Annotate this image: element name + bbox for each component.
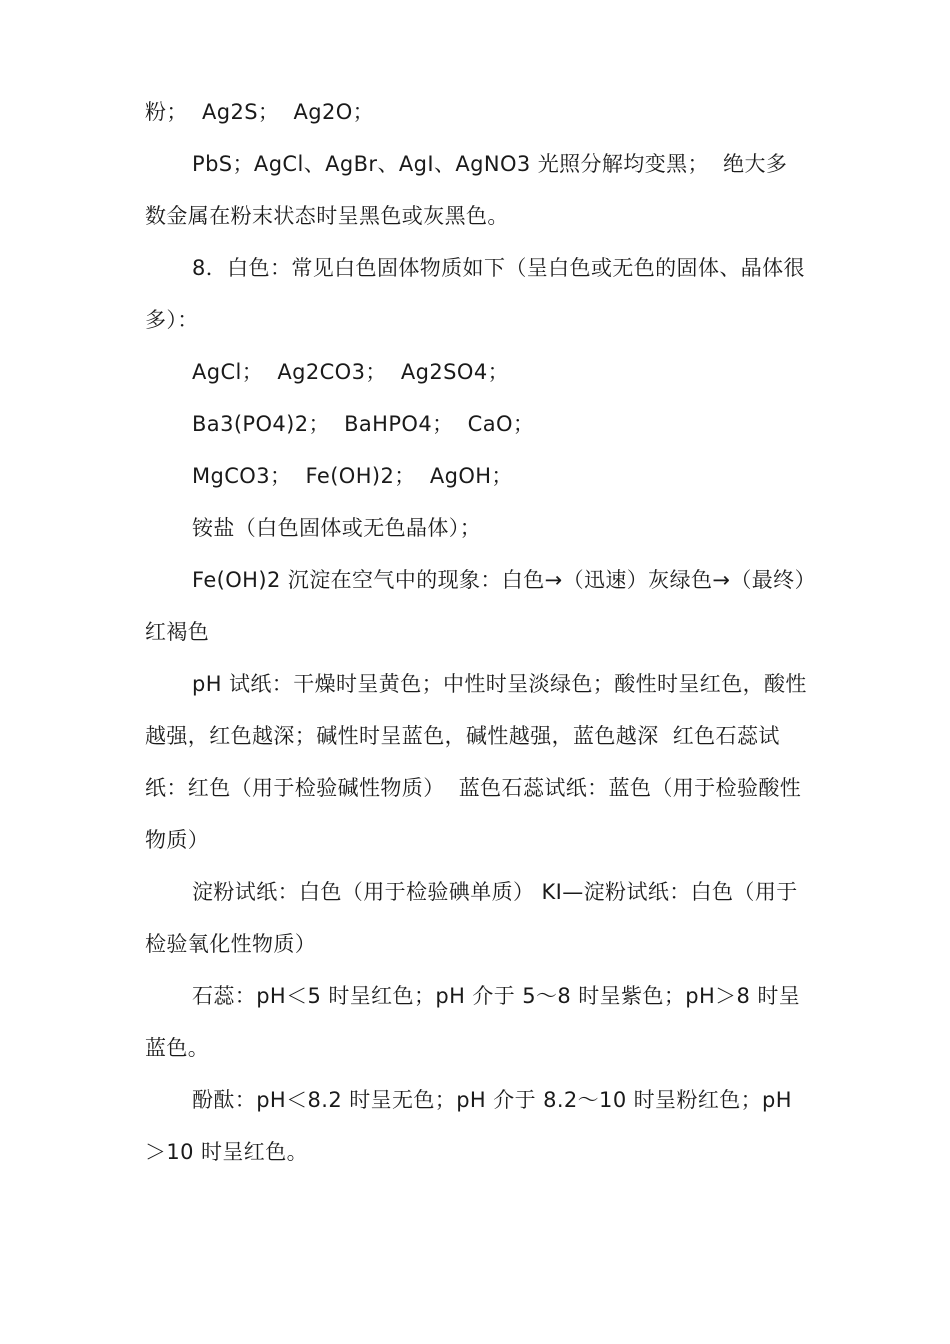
paragraph-white-barium-calcium: Ba3(PO4)2； BaHPO4； CaO；	[192, 412, 535, 436]
paragraph-ammonium-salts: 铵盐（白色固体或无色晶体）；	[192, 516, 482, 540]
paragraph-continued-black-substances: 粉； Ag2S； Ag2O；	[145, 100, 375, 124]
paragraph-white-magnesium-iron: MgCO3； Fe(OH)2； AgOH；	[192, 464, 513, 488]
paragraph-white-silver-salts: AgCl； Ag2CO3； Ag2SO4；	[192, 360, 509, 384]
paragraph-silver-compounds-black: PbS；AgCl、AgBr、AgI、AgNO3 光照分解均变黑； 绝大多数金属在粉末状态时呈黑色或灰黑色。	[145, 152, 788, 228]
paragraph-litmus: 石蕊：pH＜5 时呈红色；pH 介于 5～8 时呈紫色；pH＞8 时呈蓝色。	[145, 984, 801, 1060]
paragraph-ph-paper: pH 试纸：干燥时呈黄色；中性时呈淡绿色；酸性时呈红色，酸性越强，红色越深；碱性时呈蓝色，碱性越强，蓝色越深 红色石蕊试纸：红色（用于检验碱性物质） 蓝色石蕊试纸：蓝色（用于检验酸性物质）	[145, 672, 807, 852]
paragraph-starch-paper: 淀粉试纸：白色（用于检验碘单质） KI—淀粉试纸：白色（用于检验氧化性物质）	[145, 880, 798, 956]
document-body	[145, 86, 807, 1178]
paragraph-white-heading: 8．白色：常见白色固体物质如下（呈白色或无色的固体、晶体很多）：	[145, 256, 805, 332]
paragraph-phenolphthalein: 酚酞：pH＜8.2 时呈无色；pH 介于 8.2～10 时呈粉红色；pH＞10 时呈红色。	[145, 1088, 792, 1164]
paragraph-iron-hydroxide-change: Fe(OH)2 沉淀在空气中的现象：白色→（迅速）灰绿色→（最终）红褐色	[145, 568, 806, 644]
